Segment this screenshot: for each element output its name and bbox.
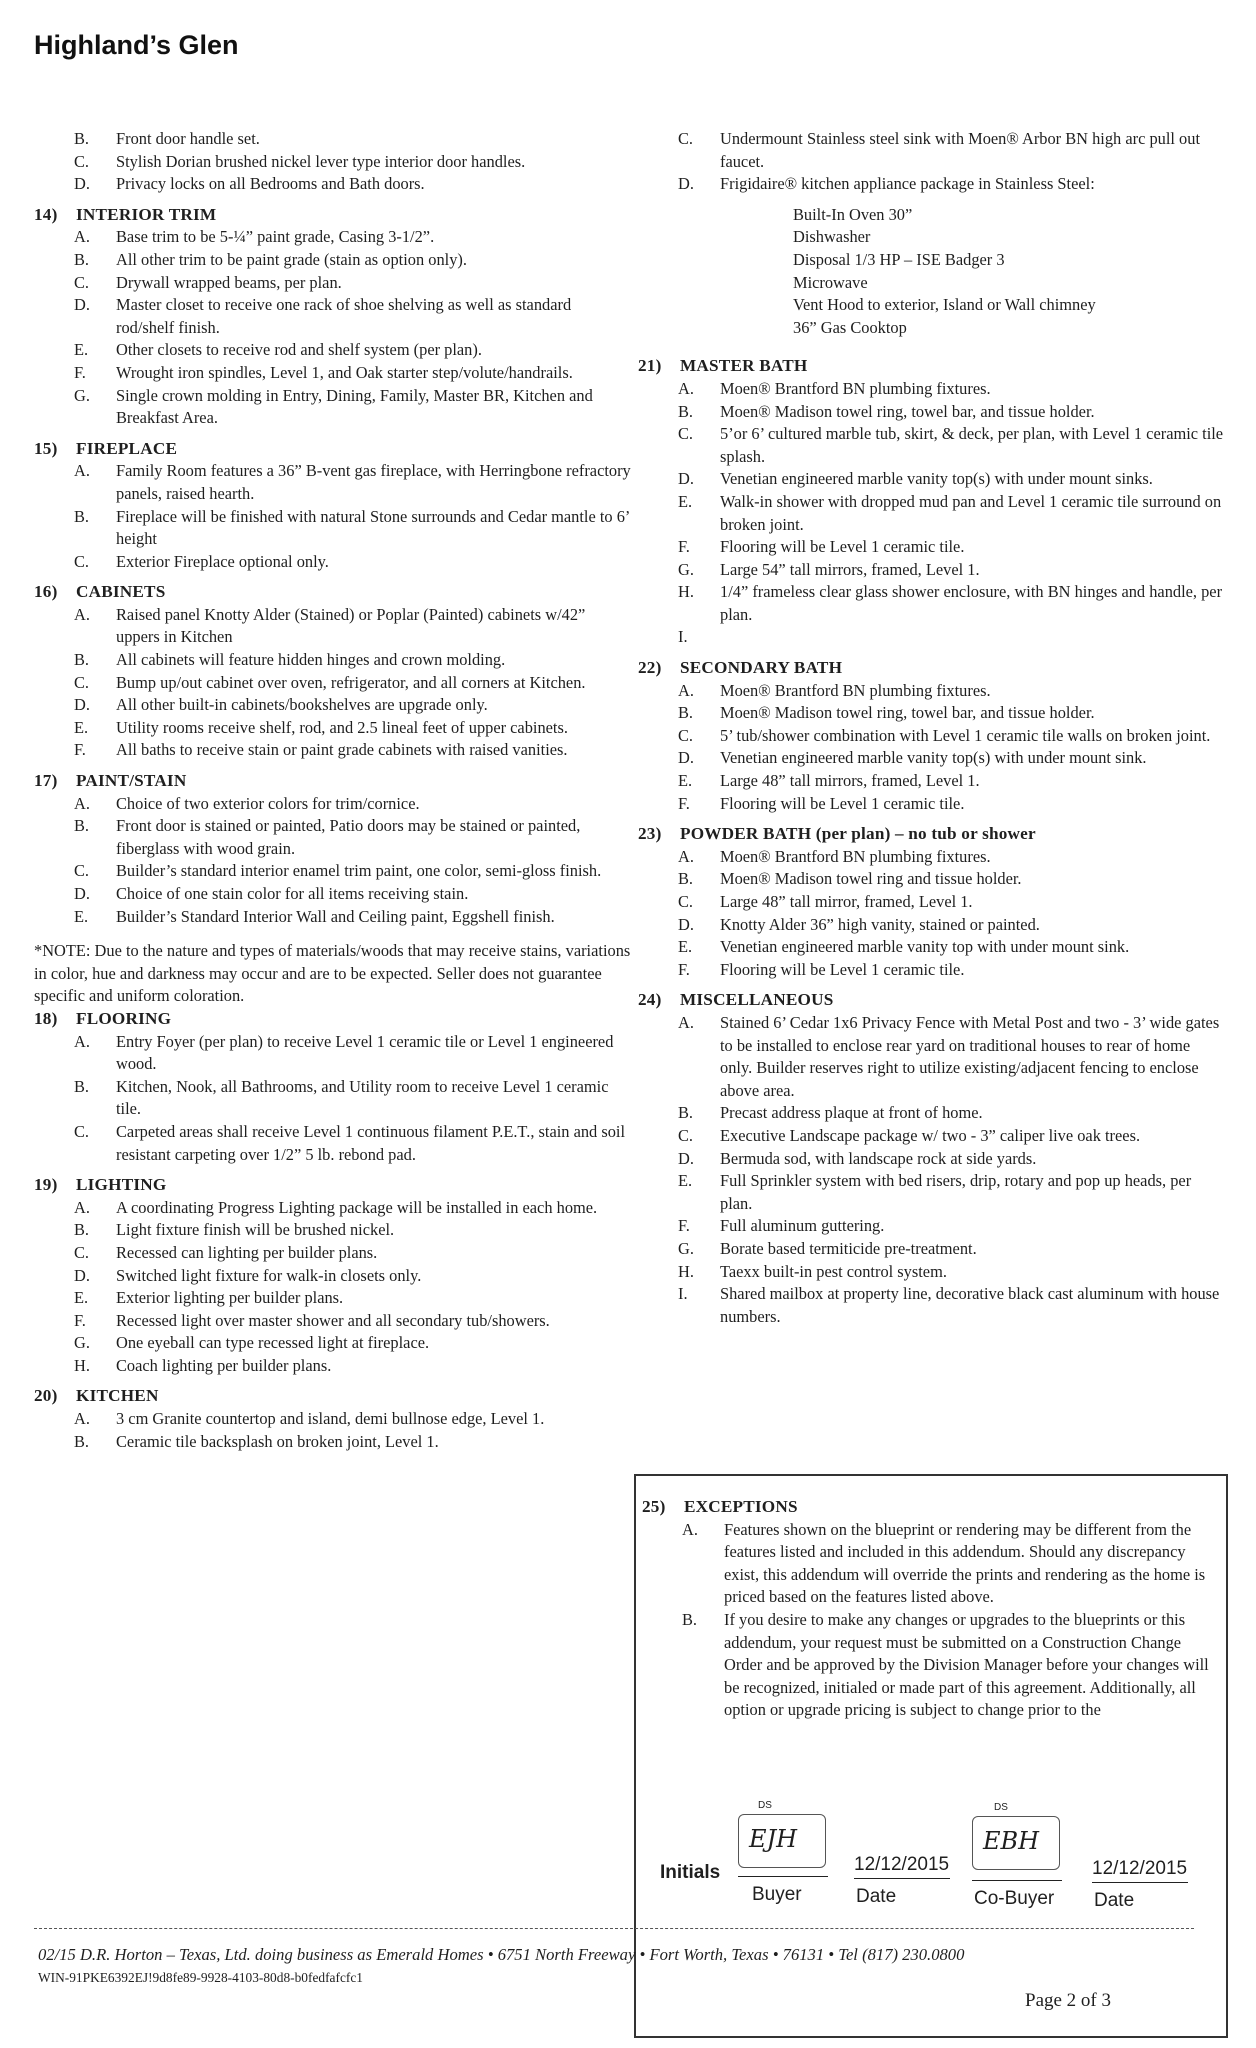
item-letter: A. (74, 227, 90, 247)
spec-item (638, 680, 1224, 703)
spec-item (34, 1121, 632, 1166)
date-line (854, 1878, 950, 1879)
item-letter: B. (74, 1431, 90, 1451)
spec-item (34, 173, 632, 196)
item-letter: F. (74, 740, 86, 760)
item-text: Flooring will be Level 1 ceramic tile. (720, 959, 965, 979)
spec-item (34, 1332, 632, 1355)
spec-section (638, 355, 1224, 649)
appliance-item: 36” Gas Cooktop (793, 317, 907, 337)
footer-divider (34, 1928, 1194, 1929)
item-text: Utility rooms receive shelf, rod, and 2.5 lineal feet of upper cabinets. (116, 717, 568, 737)
item-text: Fireplace will be finished with natural Stone surrounds and Cedar mantle to 6’ height (116, 506, 630, 549)
item-text: Front door is stained or painted, Patio doors may be stained or painted, fiberglass with wood grain. (116, 816, 581, 858)
item-text: One eyeball can type recessed light at fireplace. (116, 1333, 430, 1353)
item-letter: B. (682, 1609, 698, 1629)
spec-item (638, 401, 1224, 424)
spec-item (638, 914, 1224, 937)
item-text (720, 626, 1224, 649)
spec-item (34, 1408, 632, 1431)
item-letter: E. (678, 771, 693, 791)
spec-item (638, 423, 1224, 468)
spec-item (638, 536, 1224, 559)
item-letter: B. (74, 650, 90, 670)
item-letter: A. (74, 1031, 90, 1051)
item-letter: C. (678, 129, 694, 148)
spec-item (638, 173, 1224, 196)
spec-item (34, 1287, 632, 1310)
spec-item (638, 626, 1224, 649)
buyer-date: 12/12/2015 (854, 1854, 950, 1875)
spec-item (34, 739, 632, 762)
item-letter: A. (74, 1197, 90, 1217)
item-letter: A. (678, 680, 694, 700)
item-letter: A. (678, 378, 694, 398)
spec-item (34, 717, 632, 740)
spec-section (34, 128, 632, 196)
spec-section (34, 204, 632, 430)
cobuyer-initials-signature[interactable]: EBH (972, 1816, 1060, 1870)
spec-section (34, 1174, 632, 1377)
spec-item (638, 491, 1224, 536)
item-letter: B. (678, 1103, 694, 1123)
spec-item (34, 672, 632, 695)
item-letter: B. (74, 1220, 90, 1240)
spec-item (34, 1031, 632, 1076)
item-text: A coordinating Progress Lighting package will be installed in each home. (116, 1197, 598, 1217)
section-heading: 24) MISCELLANEOUS (638, 990, 834, 1010)
item-letter: B. (74, 816, 90, 836)
spec-item (34, 226, 632, 249)
spec-item (638, 468, 1224, 491)
spec-item (638, 581, 1224, 626)
cobuyer-line (972, 1880, 1062, 1881)
item-text: Full Sprinkler system with bed risers, drip, rotary and pop up heads, per plan. (720, 1171, 1192, 1213)
spec-item (638, 1102, 1224, 1125)
item-letter: C. (74, 672, 90, 692)
item-text: Builder’s Standard Interior Wall and Ceiling paint, Eggshell finish. (116, 906, 555, 926)
paint-note: *NOTE: Due to the nature and types of materials/woods that may receive stains, variations in color, hue and darkness may occur and are to be expected. Seller does not guarantee specific and uniform coloration. (34, 941, 631, 1006)
item-text: Flooring will be Level 1 ceramic tile. (720, 793, 965, 813)
appliance-item: Built-In Oven 30” (793, 204, 913, 224)
item-text: 3 cm Granite countertop and island, demi bullnose edge, Level 1. (116, 1409, 545, 1429)
item-text: Front door handle set. (116, 129, 260, 148)
page-number: Page 2 of 3 (1025, 1990, 1112, 2011)
spec-section (34, 438, 632, 574)
footer-document-id: WIN-91PKE6392EJ!9d8fe89-9928-4103-80d8-b0fedfafcfc1 (38, 1970, 363, 1985)
spec-section (638, 989, 1224, 1328)
spec-item (638, 891, 1224, 914)
ds-mark: DS (758, 1800, 772, 1811)
spec-item (638, 1148, 1224, 1171)
item-text: Full aluminum guttering. (720, 1216, 885, 1236)
item-text: Bump up/out cabinet over oven, refrigerator, and all corners at Kitchen. (116, 672, 586, 692)
item-text: Light fixture finish will be brushed nickel. (116, 1220, 395, 1240)
item-text: 5’ tub/shower combination with Level 1 ceramic tile walls on broken joint. (720, 725, 1211, 745)
item-letter: E. (678, 491, 693, 511)
buyer-initials-signature[interactable]: EJH (738, 1814, 826, 1868)
item-text: Executive Landscape package w/ two - 3” caliper live oak trees. (720, 1125, 1141, 1145)
item-text: 5’or 6’ cultured marble tub, skirt, & deck, per plan, with Level 1 ceramic tile splash. (720, 424, 1224, 466)
item-text: All cabinets will feature hidden hinges and crown molding. (116, 650, 506, 670)
spec-item (34, 815, 632, 860)
spec-item (34, 883, 632, 906)
item-letter: B. (678, 401, 694, 421)
spec-item (34, 1310, 632, 1333)
item-text: Large 54” tall mirrors, framed, Level 1. (720, 559, 980, 579)
item-letter: C. (74, 1242, 90, 1262)
spec-item (34, 906, 632, 929)
item-letter: D. (74, 295, 90, 315)
item-letter: D. (678, 174, 694, 194)
item-letter: A. (682, 1519, 698, 1539)
item-letter: A. (74, 604, 90, 624)
item-letter: C. (74, 1121, 90, 1141)
footer-company: 02/15 D.R. Horton – Texas, Ltd. doing business as Emerald Homes • 6751 North Freeway • Fort Worth, Texas • 76131 • Tel (817) 230.0800 (38, 1945, 965, 1964)
section-heading: 17) PAINT/STAIN (34, 771, 187, 791)
item-text: Large 48” tall mirror, framed, Level 1. (720, 892, 973, 911)
item-letter: A. (678, 1012, 694, 1032)
item-letter: D. (678, 748, 694, 768)
spec-section (638, 128, 1224, 196)
spec-item (34, 249, 632, 272)
item-text: Switched light fixture for walk-in closets only. (116, 1265, 422, 1285)
item-text: Entry Foyer (per plan) to receive Level 1 ceramic tile or Level 1 engineered wood. (116, 1031, 614, 1074)
item-letter: F. (678, 537, 690, 557)
section-heading: 22) SECONDARY BATH (638, 658, 843, 678)
item-letter: E. (74, 717, 89, 737)
item-text: Moen® Madison towel ring, towel bar, and tissue holder. (720, 401, 1095, 421)
item-letter: A. (74, 461, 90, 481)
spec-item (34, 1265, 632, 1288)
item-letter: C. (678, 892, 694, 911)
buyer-label: Buyer (752, 1884, 802, 1905)
item-letter: G. (74, 1333, 90, 1353)
spec-item (34, 1242, 632, 1265)
spec-item (34, 604, 632, 649)
spec-item (638, 1012, 1224, 1102)
item-text: Features shown on the blueprint or rendering may be different from the features listed and included in this addendum. Should any discrepancy exist, this addendum will override the prints and rendering as the home is priced based on the features listed above. (724, 1519, 1206, 1607)
spec-section (34, 770, 632, 928)
spec-item (638, 846, 1224, 869)
spec-item (34, 339, 632, 362)
item-text: Drywall wrapped beams, per plan. (116, 272, 342, 292)
item-text: Large 48” tall mirrors, framed, Level 1. (720, 771, 980, 791)
appliance-item: Microwave (793, 272, 868, 292)
item-letter: I. (678, 627, 688, 647)
spec-item (638, 378, 1224, 401)
spec-item (638, 959, 1224, 982)
initials-label: Initials (660, 1862, 721, 1883)
spec-item (638, 1170, 1224, 1215)
item-letter: D. (74, 884, 90, 903)
item-text: Knotty Alder 36” high vanity, stained or painted. (720, 914, 1040, 934)
item-letter: H. (74, 1355, 90, 1375)
item-text: Taexx built-in pest control system. (720, 1261, 947, 1281)
item-text: Recessed light over master shower and all secondary tub/showers. (116, 1310, 550, 1330)
spec-item (34, 649, 632, 672)
section-heading: 21) MASTER BATH (638, 356, 808, 376)
item-letter: H. (678, 582, 694, 602)
exception-item (642, 1519, 1226, 1609)
item-letter: F. (678, 959, 690, 979)
spec-item (34, 151, 632, 174)
spec-item (638, 128, 1224, 173)
item-text: Ceramic tile backsplash on broken joint, Level 1. (116, 1431, 439, 1451)
spec-item (638, 936, 1224, 959)
item-text: Flooring will be Level 1 ceramic tile. (720, 537, 965, 557)
spec-section (638, 823, 1224, 981)
item-letter: B. (74, 1076, 90, 1096)
item-text: Moen® Brantford BN plumbing fixtures. (720, 846, 991, 866)
spec-item (638, 702, 1224, 725)
item-letter: C. (678, 1125, 694, 1145)
spec-section (638, 657, 1224, 815)
item-text: Wrought iron spindles, Level 1, and Oak starter step/volute/handrails. (116, 362, 573, 382)
item-text: Privacy locks on all Bedrooms and Bath doors. (116, 174, 425, 194)
item-text: Builder’s standard interior enamel trim paint, one color, semi-gloss finish. (116, 861, 602, 881)
item-letter: E. (74, 340, 89, 360)
spec-item (638, 1261, 1224, 1284)
spec-item (638, 1215, 1224, 1238)
item-text: Moen® Brantford BN plumbing fixtures. (720, 378, 991, 398)
item-text: If you desire to make any changes or upgrades to the blueprints or this addendum, your request must be submitted on a Construction Change Order and be approved by the Division Manager before your changes will be recognized, initialed or made part of this agreement. Additionally, all option or upgrade pricing is subject to change prior to the (724, 1609, 1209, 1720)
item-letter: D. (74, 174, 90, 194)
item-text: Exterior Fireplace optional only. (116, 551, 329, 571)
spec-item (34, 362, 632, 385)
item-text: Venetian engineered marble vanity top with under mount sink. (720, 937, 1130, 957)
item-text: Venetian engineered marble vanity top(s) with under mount sinks. (720, 469, 1153, 489)
item-text: Undermount Stainless steel sink with Moen® Arbor BN high arc pull out faucet. (720, 129, 1200, 171)
item-letter: C. (74, 551, 90, 571)
item-letter: G. (678, 1238, 694, 1258)
item-text: Venetian engineered marble vanity top(s) with under mount sink. (720, 748, 1147, 768)
item-letter: F. (678, 1216, 690, 1236)
item-text: Choice of two exterior colors for trim/cornice. (116, 793, 420, 813)
spec-item (638, 559, 1224, 582)
spec-section (34, 1008, 632, 1166)
item-text: Frigidaire® kitchen appliance package in Stainless Steel: (720, 174, 1095, 194)
item-text: Exterior lighting per builder plans. (116, 1288, 344, 1308)
item-text: Shared mailbox at property line, decorative black cast aluminum with house numbers. (720, 1284, 1220, 1326)
cobuyer-label: Co-Buyer (974, 1888, 1055, 1909)
item-text: Walk-in shower with dropped mud pan and Level 1 ceramic tile surround on broken joint. (720, 491, 1222, 534)
item-letter: B. (74, 249, 90, 269)
item-text: All baths to receive stain or paint grade cabinets with raised vanities. (116, 740, 568, 760)
item-letter: E. (678, 1171, 693, 1191)
spec-section (34, 581, 632, 762)
spec-item (34, 272, 632, 295)
section-heading: 15) FIREPLACE (34, 438, 178, 458)
item-letter: G. (74, 385, 90, 405)
item-letter: D. (678, 914, 694, 934)
exception-item (642, 1609, 1226, 1722)
item-letter: C. (678, 424, 694, 444)
right-column (638, 128, 1224, 1328)
spec-item (34, 128, 632, 151)
item-text: Stained 6’ Cedar 1x6 Privacy Fence with Metal Post and two - 3’ wide gates to be installed to enclose rear yard on traditional houses to rear of home only. Builder reserves right to utilize existing/adjacent fencing to enclose above area. (720, 1012, 1220, 1100)
document-title: Highland’s Glen (34, 30, 239, 60)
section-heading: 25) EXCEPTIONS (642, 1497, 798, 1516)
spec-item (34, 793, 632, 816)
spec-item (34, 1219, 632, 1242)
item-text: Moen® Madison towel ring, towel bar, and tissue holder. (720, 703, 1095, 723)
item-text: Single crown molding in Entry, Dining, Family, Master BR, Kitchen and Breakfast Area. (116, 385, 593, 428)
item-text: Moen® Brantford BN plumbing fixtures. (720, 680, 991, 700)
initials-area (634, 1800, 1228, 1920)
spec-item (34, 460, 632, 505)
section-heading: 14) INTERIOR TRIM (34, 204, 217, 224)
item-letter: G. (678, 559, 694, 579)
item-letter: B. (74, 129, 90, 148)
item-text: All other trim to be paint grade (stain as option only). (116, 249, 467, 269)
date-label-2: Date (1094, 1890, 1135, 1911)
spec-item (638, 747, 1224, 770)
item-letter: D. (74, 695, 90, 715)
spec-item (34, 551, 632, 574)
item-letter: C. (74, 151, 90, 171)
item-text: Coach lighting per builder plans. (116, 1355, 332, 1375)
section-heading: 20) KITCHEN (34, 1386, 159, 1406)
item-letter: A. (74, 1409, 90, 1429)
ds-mark-2: DS (994, 1802, 1008, 1813)
item-text: Borate based termiticide pre-treatment. (720, 1238, 977, 1258)
item-text: Bermuda sod, with landscape rock at side yards. (720, 1148, 1037, 1168)
spec-item (34, 294, 632, 339)
item-text: Other closets to receive rod and shelf system (per plan). (116, 340, 482, 360)
spec-item (638, 725, 1224, 748)
item-letter: C. (74, 861, 90, 881)
spec-item (34, 385, 632, 430)
left-column (34, 128, 632, 1453)
item-text: Family Room features a 36” B-vent gas fireplace, with Herringbone refractory panels, raised hearth. (116, 461, 631, 503)
spec-item (34, 694, 632, 717)
item-text: Stylish Dorian brushed nickel lever type interior door handles. (116, 151, 526, 171)
spec-section (34, 1385, 632, 1453)
item-text: Recessed can lighting per builder plans. (116, 1242, 378, 1262)
item-text: All other built-in cabinets/bookshelves are upgrade only. (116, 695, 488, 715)
spec-item (638, 868, 1224, 891)
item-letter: C. (678, 725, 694, 745)
date-line-2 (1092, 1882, 1188, 1883)
appliance-item: Disposal 1/3 HP – ISE Badger 3 (793, 249, 1005, 269)
item-letter: D. (678, 1148, 694, 1168)
buyer-line (738, 1876, 828, 1877)
item-letter: D. (678, 469, 694, 489)
spec-item (638, 1238, 1224, 1261)
section-heading: 16) CABINETS (34, 582, 166, 602)
item-text: Master closet to receive one rack of shoe shelving as well as standard rod/shelf finish. (116, 295, 572, 337)
item-text: Kitchen, Nook, all Bathrooms, and Utility room to receive Level 1 ceramic tile. (116, 1076, 609, 1119)
section-heading: 18) FLOORING (34, 1008, 172, 1028)
spec-item (34, 860, 632, 883)
item-letter: E. (74, 906, 89, 926)
cobuyer-date: 12/12/2015 (1092, 1858, 1188, 1879)
spec-item (638, 1125, 1224, 1148)
item-letter: C. (74, 272, 90, 292)
item-letter: D. (74, 1265, 90, 1285)
section-heading: 19) LIGHTING (34, 1175, 167, 1195)
item-text: Choice of one stain color for all items receiving stain. (116, 884, 469, 903)
item-letter: H. (678, 1261, 694, 1281)
appliance-item: Vent Hood to exterior, Island or Wall chimney (793, 295, 1096, 315)
spec-item (34, 1197, 632, 1220)
item-letter: F. (678, 793, 690, 813)
spec-item (34, 506, 632, 551)
spec-item (34, 1355, 632, 1378)
item-text: Carpeted areas shall receive Level 1 continuous filament P.E.T., stain and soil resistant carpeting over 1/2” 5 lb. rebond pad. (116, 1121, 626, 1164)
item-letter: B. (678, 869, 694, 889)
spec-item (638, 1283, 1224, 1328)
item-letter: A. (74, 793, 90, 813)
item-letter: E. (678, 937, 693, 957)
appliance-list (793, 204, 1224, 340)
item-letter: F. (74, 362, 86, 382)
item-letter: B. (678, 703, 694, 723)
item-text: Raised panel Knotty Alder (Stained) or Poplar (Painted) cabinets w/42” uppers in Kitchen (116, 604, 586, 647)
item-letter: A. (678, 846, 694, 866)
spec-item (34, 1076, 632, 1121)
item-text: Precast address plaque at front of home. (720, 1103, 983, 1123)
appliance-item: Dishwasher (793, 227, 871, 247)
item-text: 1/4” frameless clear glass shower enclosure, with BN hinges and handle, per plan. (720, 582, 1223, 624)
section-heading: 23) POWDER BATH (per plan) – no tub or shower (638, 824, 1036, 844)
spec-item (34, 1431, 632, 1454)
date-label: Date (856, 1886, 897, 1907)
item-text: Base trim to be 5-¼” paint grade, Casing 3-1/2”. (116, 227, 435, 247)
item-letter: F. (74, 1310, 86, 1330)
item-letter: I. (678, 1284, 688, 1304)
spec-item (638, 770, 1224, 793)
spec-item (638, 793, 1224, 816)
item-text: Moen® Madison towel ring and tissue holder. (720, 869, 1022, 889)
item-letter: E. (74, 1288, 89, 1308)
item-letter: B. (74, 506, 90, 526)
